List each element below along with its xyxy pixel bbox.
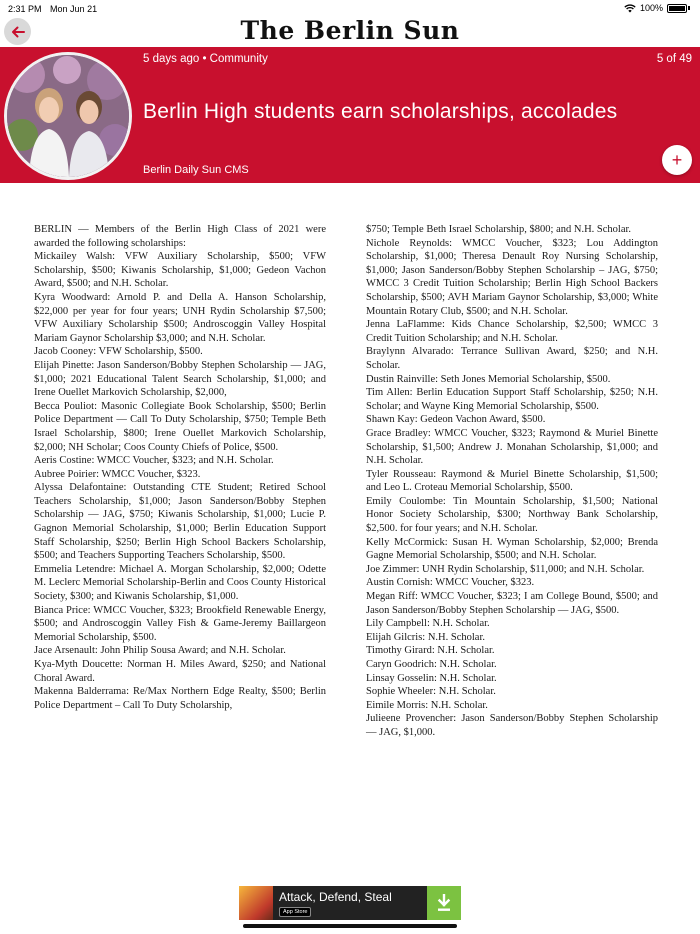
paragraph: BERLIN — Members of the Berlin High Class of 2021 were awarded the following scholarships: [34, 224, 326, 249]
top-bar [0, 14, 700, 48]
home-indicator[interactable] [243, 924, 457, 928]
article-meta: 5 days ago • Community [143, 53, 268, 65]
paragraph: Julieene Provencher: Jason Sanderson/Bobby Stephen Scholarship — JAG, $1,000. [366, 713, 658, 738]
game-ad-icon [239, 886, 273, 920]
paragraph: Elijah Pinette: Jason Sanderson/Bobby Stephen Scholarship — JAG, $1,000; 2021 Educational Talent Search Scholarship, $1,000; and Irene Ouellet Markovich Scholarship, $2,000, [34, 359, 326, 399]
status-date: Mon Jun 21 [50, 4, 98, 14]
status-time: 2:31 PM [8, 4, 42, 14]
paragraph: Shawn Kay: Gedeon Vachon Award, $500. [366, 414, 546, 426]
add-button[interactable] [662, 145, 692, 175]
paragraph: Megan Riff: WMCC Voucher, $323; I am College Bound, $500; and Jason Sanderson/Bobby Stephen Scholarship — JAG, $500. [366, 591, 658, 616]
masthead-logo: The Berlin Sun [240, 16, 460, 45]
paragraph: Austin Cornish: WMCC Voucher, $323. [366, 577, 535, 589]
paragraph: Nichole Reynolds: WMCC Voucher, $323; Lou Addington Scholarship, $1,000; Theresa Denault Roy Nursing Scholarship, $1,000; Jason Sanderson/Bobby Stephen Scholarship – JAG, $750; WMCC 3 Credit Tuition Scholarship; Berlin High School Backers Scholarship, $500; AVH Mariam Gaynor Scholarship, $3,000; White Mountain Rotary Club, $500; and N.H. Scholar. [366, 237, 658, 317]
paragraph: $750; Temple Beth Israel Scholarship, $800; and N.H. Scholar. [366, 224, 632, 235]
paragraph: Aeris Costine: WMCC Voucher, $323; and N.H. Scholar. [34, 455, 274, 467]
paragraph: Jacob Cooney: VFW Scholarship, $500. [34, 346, 203, 358]
paragraph: Braylynn Alvarado: Terrance Sullivan Award, $250; and N.H. Scholar. [366, 346, 658, 371]
article-thumbnail[interactable] [4, 52, 132, 180]
paragraph: Alyssa Delafontaine: Outstanding CTE Student; Retired School Teachers Scholarship, $1,000; Jason Sanderson/Bobby Stephen Scholarship — JAG, $750; Kiwanis Scholarship, $1,000; Lucie P. Gagnon Memorial Scholarship, $1,000; Berlin Education Support Staff Scholarship, $250; Berlin High School Backers Scholarship, $500; and Teachers Supporting Teachers Scholarship, $500. [34, 482, 326, 562]
paragraph: Joe Zimmer: UNH Rydin Scholarship, $11,000; and N.H. Scholar. [366, 563, 645, 575]
article-source: Berlin Daily Sun CMS [143, 164, 249, 176]
paragraph: Emily Coulombe: Tin Mountain Scholarship, $1,500; National Honor Society Scholarship, $300; Northway Bank Scholarship, $2,500. for four years; and N.H. Scholar. [366, 495, 658, 535]
paragraph: Timothy Girard: N.H. Scholar. [366, 645, 495, 657]
ad-banner[interactable] [239, 886, 461, 920]
paragraph: Kyra Woodward: Arnold P. and Della A. Hanson Scholarship, $22,000 per year for four years; UNH Rydin Scholarship $7,500; VFW Auxiliary Scholarship $500; Androscoggin Valley Hospital Mariam Gaynor Scholarship $3,000; and N.H. Scholar. [34, 291, 326, 344]
paragraph: Linsay Gosselin: N.H. Scholar. [366, 672, 497, 684]
paragraph: Becca Pouliot: Masonic Collegiate Book Scholarship, $500; Berlin Police Department — Call To Duty Scholarship, $750; Temple Beth Israel Scholarship, $800; Irene Ouellet Markovich Scholarship, $2,000; NH Scholar; Coos County Chiefs of Police, $500. [34, 400, 326, 453]
paragraph: Makenna Balderrama: Re/Max Northern Edge Realty, $500; Berlin Police Department – Call To Duty Scholarship, [34, 686, 326, 711]
paragraph: Jace Arsenault: John Philip Sousa Award; and N.H. Scholar. [34, 645, 286, 657]
paragraph: Jenna LaFlamme: Kids Chance Scholarship, $2,500; WMCC 3 Credit Tuition Scholarship; and N.H. Scholar. [366, 319, 658, 344]
app-store-badge: App Store [279, 907, 311, 917]
paragraph: Tim Allen: Berlin Education Support Staff Scholarship, $250; N.H. Scholar; and Wayne King Memorial Scholarship, $500. [366, 387, 658, 412]
paragraph: Kya-Myth Doucette: Norman H. Miles Award, $250; and National Choral Award. [34, 659, 326, 684]
article-column-right [366, 223, 658, 740]
article-column-left [34, 223, 326, 740]
status-indicators [624, 3, 690, 13]
article-hero [0, 47, 700, 183]
wifi-icon [624, 4, 636, 13]
paragraph: Elijah Gilcris: N.H. Scholar. [366, 631, 485, 643]
download-icon [436, 894, 452, 912]
paragraph: Kelly McCormick: Susan H. Wyman Scholarship, $2,000; Brenda Gagne Memorial Scholarship, $500; and N.H. Scholar. [366, 536, 658, 562]
battery-percent: 100% [639, 3, 663, 13]
paragraph: Dustin Rainville: Seth Jones Memorial Scholarship, $500. [366, 373, 611, 385]
paragraph: Lily Campbell: N.H. Scholar. [366, 618, 490, 630]
paragraph: Tyler Rousseau: Raymond & Muriel Binette Scholarship, $1,500; and Leo L. Croteau Memorial Scholarship, $500. [366, 468, 658, 494]
ad-download-button[interactable] [427, 886, 461, 920]
article-headline: Berlin High students earn scholarships, accolades [143, 100, 618, 123]
ad-title: Attack, Defend, Steal [279, 890, 392, 904]
battery-tip [688, 6, 690, 10]
paragraph: Mickailey Walsh: VFW Auxiliary Scholarship, $500; VFW Scholarship, $500; Kiwanis Scholarship, $1,000; Gedeon Vachon Award, $500; and N.H. Scholar. [34, 251, 326, 290]
plus-icon: + [671, 150, 683, 170]
back-button[interactable] [4, 18, 31, 45]
battery-icon [667, 4, 687, 13]
paragraph: Bianca Price: WMCC Voucher, $323; Brookfield Renewable Energy, $500; and Androscoggin Valley Fish & Game-Jeremy Baillargeon Memorial Scholarship, $500. [34, 604, 326, 643]
students-photo-illustration [7, 55, 129, 177]
article-body [34, 223, 659, 740]
article-page-count: 5 of 49 [656, 53, 692, 65]
arrow-left-icon [11, 26, 25, 38]
paragraph: Emmelia Letendre: Michael A. Morgan Scholarship, $2,000; Odette M. Leclerc Memorial Scholarship-Berlin and Coos County Historical Society, $300; and Kiwanis Scholarship, $1,000. [34, 563, 326, 603]
paragraph: Aubree Poirier: WMCC Voucher, $323. [34, 468, 201, 480]
paragraph: Eimile Morris: N.H. Scholar. [366, 699, 488, 711]
paragraph: Grace Bradley: WMCC Voucher, $323; Raymond & Muriel Binette Scholarship, $1,500; Andrew J. Monahan Scholarship, $1,000; and N.H. Scholar. [366, 427, 658, 467]
paragraph: Sophie Wheeler: N.H. Scholar. [366, 686, 496, 698]
status-time-date [8, 4, 103, 14]
paragraph: Caryn Goodrich: N.H. Scholar. [366, 659, 497, 670]
